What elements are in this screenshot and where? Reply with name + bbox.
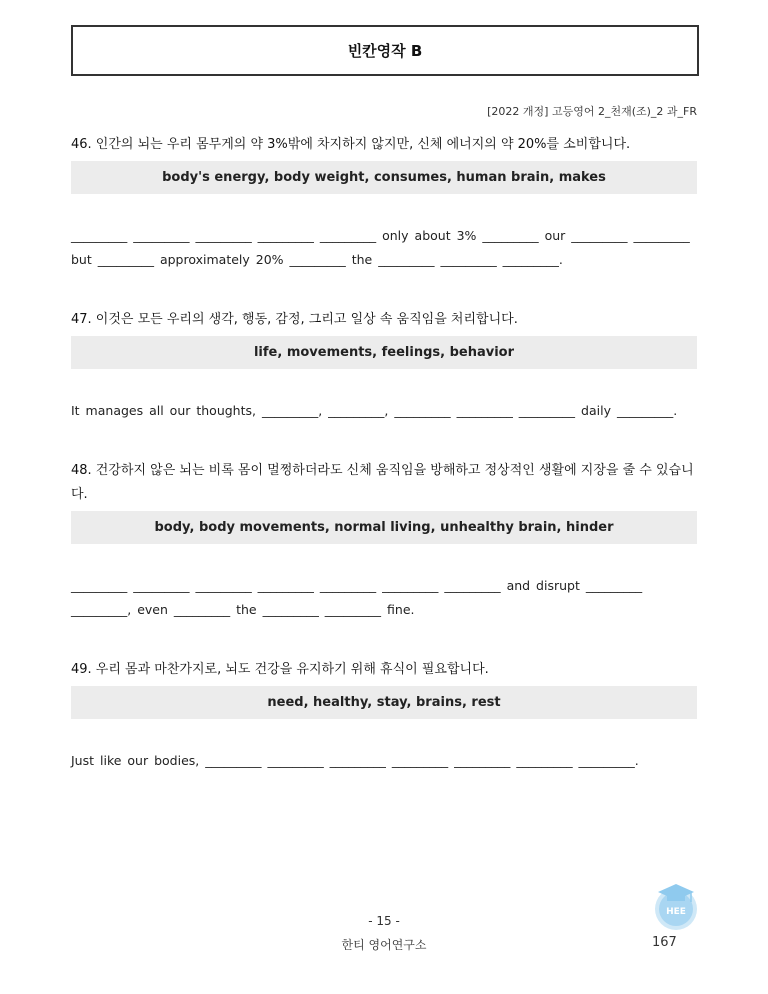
answer-line: but _________ approximately 20% _________ the _________ _________ _________.	[71, 252, 563, 267]
question-prompt: 47. 이것은 모든 우리의 생각, 행동, 감정, 그리고 일상 속 움직임을 처리합니다.	[71, 312, 518, 327]
page-count: 167	[652, 935, 677, 950]
question-48	[71, 459, 697, 622]
question-prompt: 46. 인간의 뇌는 우리 몸무게의 약 3%밖에 차지하지 않지만, 신체 에너지의 약 20%를 소비합니다.	[71, 137, 631, 152]
page-number: - 15 -	[368, 914, 400, 928]
word-bank: need, healthy, stay, brains, rest	[71, 686, 697, 719]
source-label: [2022 개정] 고등영어 2_천재(조)_2 과_FR	[487, 105, 697, 118]
question-prompt: 48. 건강하지 않은 뇌는 비록 몸이 멀쩡하더라도 신체 움직임을 방해하고 정상적인 생활에 지장을 줄 수 있습니다.	[71, 463, 694, 502]
answer-line: Just like our bodies, _________ _________ _________ _________ _________ _________ _________.	[71, 753, 639, 768]
answer-line: It manages all our thoughts, _________, _________, _________ _________ _________ daily _________.	[71, 403, 678, 418]
question-prompt: 49. 우리 몸과 마찬가지로, 뇌도 건강을 유지하기 위해 휴식이 필요합니다.	[71, 662, 489, 677]
organization-name: 한티 영어연구소	[341, 938, 427, 952]
page-title: 빈칸영작 B	[71, 25, 699, 76]
word-bank: life, movements, feelings, behavior	[71, 336, 697, 369]
word-bank: body's energy, body weight, consumes, human brain, makes	[71, 161, 697, 194]
answer-line: _________ _________ _________ _________ _________ only about 3% _________ our _________ _________	[71, 228, 690, 243]
answer-line: _________ _________ _________ _________ _________ _________ _________ and disrupt _________	[71, 578, 643, 593]
hee-logo-icon	[650, 880, 702, 932]
question-47	[71, 308, 697, 423]
logo-text: HEE	[666, 907, 686, 917]
answer-line: _________, even _________ the _________ _________ fine.	[71, 602, 415, 617]
word-bank: body, body movements, normal living, unhealthy brain, hinder	[71, 511, 697, 544]
question-46	[71, 133, 697, 272]
question-49	[71, 658, 697, 773]
